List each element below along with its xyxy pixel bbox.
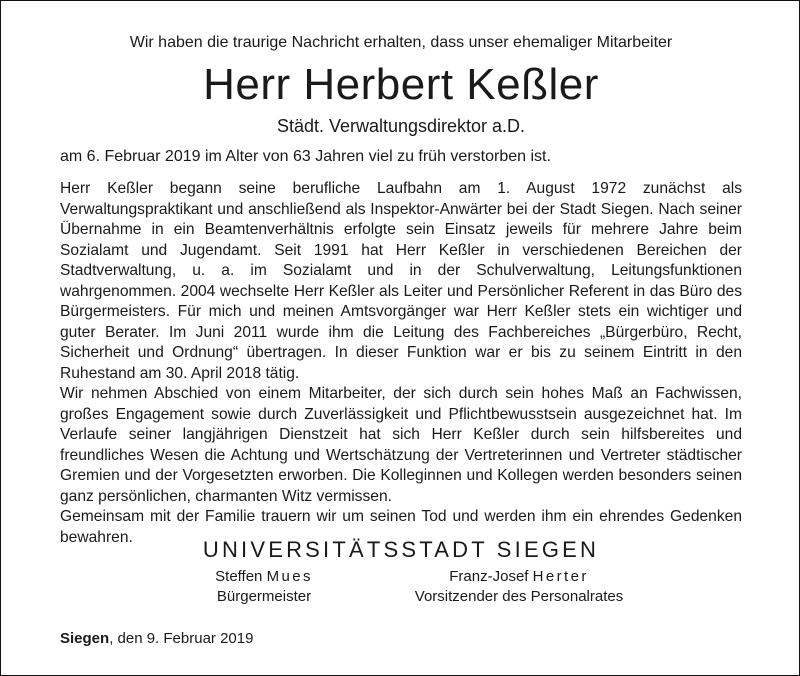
intro-line: Wir haben die traurige Nachricht erhalten, dass unser ehemaliger Mitarbeiter (129, 34, 673, 51)
signer-council-chair-role: Vorsitzender des Personalrates (414, 588, 624, 605)
signer-mayor-last-name: Mues (266, 568, 313, 585)
career-paragraph: Herr Keßler begann seine berufliche Laufbahn am 1. August 1972 zunächst als Verwaltungspraktikant und anschließend als Inspektor-Anwärter bei der Stadt Siegen. Nach seiner Übernahme in ein Beamtenverhältnis erfolgte sein Einsatz jeweils für mehrere Jahre beim Sozialamt und Jugendamt. Seit 1991 hat Herr Keßler in verschiedenen Bereichen der Stadtverwaltung, u. a. im Sozialamt und in der Schulverwaltung, Leitungsfunktionen wahrgenommen. 2004 wechselte Herr Keßler als Leiter und Persönlicher Referent in das Büro des Bürgermeisters. Für mich und meinen Amtsvorgänger war Herr Keßler stets ein wichtiger und guter Berater. Im Juni 2011 wurde ihm die Leitung des Fachbereiches „Bürgerbüro, Recht, Sicherheit und Ordnung“ übertragen. In dieser Funktion war er bis zu seinem Eintritt in den Ruhestand am 30. April 2018 tätig. (60, 180, 742, 382)
signer-council-chair (389, 567, 649, 607)
signer-council-chair-last-name: Herter (532, 568, 589, 585)
obituary-body (60, 179, 742, 548)
death-date-line: am 6. Februar 2019 im Alter von 63 Jahren viel zu früh verstorben ist. (60, 148, 551, 165)
signer-council-chair-name (389, 567, 649, 587)
organization-name: UNIVERSITÄTSSTADT SIEGEN (202, 537, 600, 562)
deceased-name: Herr Herbert Keßler (203, 60, 599, 109)
mourning-paragraph: Gemeinsam mit der Familie trauern wir um seinen Tod und werden ihm ein ehrendes Gedenken bewahren. (60, 508, 742, 546)
signer-council-chair-first-name: Franz-Josef (449, 568, 529, 585)
place-name: Siegen (60, 630, 110, 647)
signer-mayor (189, 567, 339, 607)
deceased-title: Städt. Verwaltungsdirektor a.D. (276, 116, 526, 136)
signer-mayor-name (189, 567, 339, 587)
signer-mayor-first-name: Steffen (215, 568, 263, 585)
place-date-line (60, 629, 253, 649)
tribute-paragraph: Wir nehmen Abschied von einem Mitarbeiter, der sich durch sein hohes Maß an Fachwissen, großes Engagement sowie durch Zuverlässigkeit und Pflichtbewusstsein ausgezeichnet hat. Im Verlaufe seiner langjährigen Dienstzeit hat sich Herr Keßler durch sein hilfsbereites und freundliches Wesen die Achtung und Wertschätzung der Vertreterinnen und Vertreter städtischer Gremien und der Vorgesetzten erworben. Die Kolleginnen und Kollegen werden besonders seinen ganz persönlichen, charmanten Witz vermissen. (60, 385, 742, 505)
date-text: , den 9. Februar 2019 (109, 630, 254, 647)
signer-mayor-role: Bürgermeister (216, 588, 312, 605)
